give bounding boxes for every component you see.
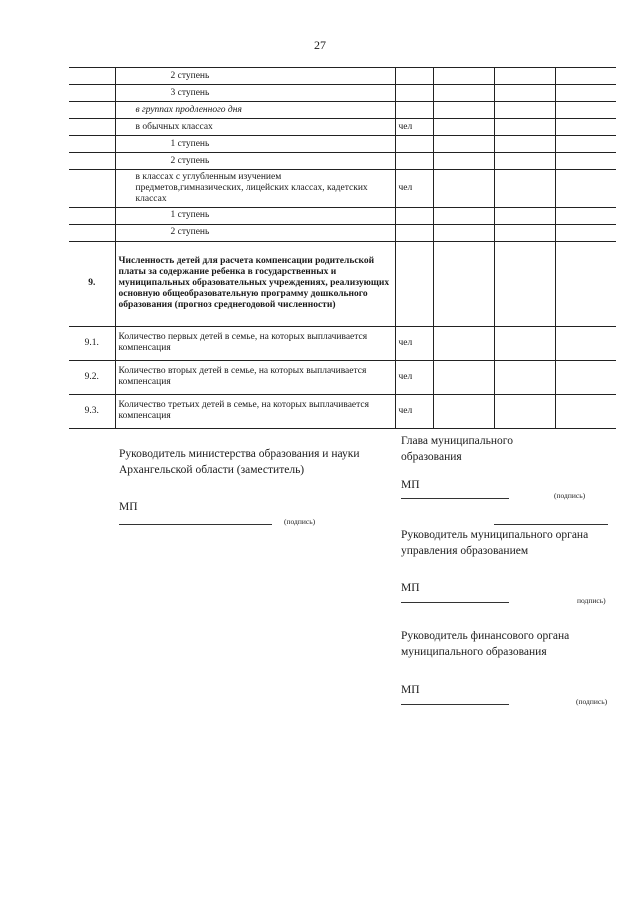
- row-number: [69, 224, 115, 241]
- table-row: [69, 326, 616, 360]
- value-cell: [555, 207, 616, 224]
- table-row: [69, 360, 616, 394]
- value-cell: [494, 153, 555, 170]
- edu-top-line: [494, 524, 608, 525]
- value-cell: [433, 326, 494, 360]
- table-row: [69, 241, 616, 326]
- row-number: [69, 85, 115, 102]
- value-cell: [555, 170, 616, 208]
- row-label: в группах продленного дня: [115, 102, 395, 119]
- value-cell: [494, 85, 555, 102]
- value-cell: [433, 85, 494, 102]
- value-cell: [555, 85, 616, 102]
- row-label: Количество третьих детей в семье, на которых выплачивается компенсация: [115, 394, 395, 428]
- table-row: [69, 224, 616, 241]
- value-cell: [555, 326, 616, 360]
- row-unit: чел: [395, 394, 433, 428]
- row-label: в обычных классах: [115, 119, 395, 136]
- row-number: [69, 119, 115, 136]
- data-table: [69, 67, 616, 429]
- page-number: 27: [314, 38, 326, 52]
- table-row: [69, 170, 616, 208]
- value-cell: [555, 136, 616, 153]
- row-number: [69, 102, 115, 119]
- head-signature-hint: (подпись): [554, 491, 586, 500]
- edu-signature-line: [401, 602, 509, 603]
- value-cell: [555, 241, 616, 326]
- row-unit: [395, 207, 433, 224]
- row-label: 2 ступень: [115, 224, 395, 241]
- table-row: [69, 394, 616, 428]
- value-cell: [433, 241, 494, 326]
- value-cell: [433, 102, 494, 119]
- row-label: 1 ступень: [115, 207, 395, 224]
- value-cell: [555, 119, 616, 136]
- row-unit: [395, 85, 433, 102]
- value-cell: [494, 326, 555, 360]
- value-cell: [494, 136, 555, 153]
- row-number: 9.3.: [69, 394, 115, 428]
- value-cell: [433, 360, 494, 394]
- edu-mp: МП: [401, 582, 420, 594]
- row-label: Количество вторых детей в семье, на которых выплачивается компенсация: [115, 360, 395, 394]
- value-cell: [555, 153, 616, 170]
- row-unit: [395, 153, 433, 170]
- row-unit: [395, 102, 433, 119]
- value-cell: [433, 153, 494, 170]
- head-signature-title: Глава муниципального образования: [401, 435, 513, 463]
- row-unit: чел: [395, 360, 433, 394]
- value-cell: [555, 360, 616, 394]
- row-label: Количество первых детей в семье, на которых выплачивается компенсация: [115, 326, 395, 360]
- value-cell: [494, 102, 555, 119]
- row-number: [69, 68, 115, 85]
- head-mp: МП: [401, 479, 420, 491]
- value-cell: [494, 224, 555, 241]
- value-cell: [555, 102, 616, 119]
- table-row: [69, 85, 616, 102]
- fin-signature-line: [401, 704, 509, 705]
- edu-signature-title: Руководитель муниципального органа управления образованием: [401, 529, 589, 557]
- value-cell: [494, 360, 555, 394]
- value-cell: [494, 119, 555, 136]
- table-row: [69, 119, 616, 136]
- table-row: [69, 136, 616, 153]
- row-label: Численность детей для расчета компенсации родительской платы за содержание ребенка в государственных и муниципальных образовательных учреждениях, реализующих основную общеобразовательную программу дошкольного образования (прогноз среднегодовой численности): [115, 241, 395, 326]
- row-label: 2 ступень: [115, 68, 395, 85]
- value-cell: [433, 68, 494, 85]
- value-cell: [433, 136, 494, 153]
- row-unit: чел: [395, 119, 433, 136]
- value-cell: [555, 394, 616, 428]
- value-cell: [433, 119, 494, 136]
- fin-mp: МП: [401, 684, 420, 696]
- value-cell: [433, 224, 494, 241]
- table-row: [69, 102, 616, 119]
- row-number: [69, 207, 115, 224]
- row-unit: [395, 136, 433, 153]
- table-row: [69, 153, 616, 170]
- row-number: 9.2.: [69, 360, 115, 394]
- value-cell: [494, 394, 555, 428]
- ministry-signature-title: Руководитель министерства образования и науки Архангельской области (заместитель): [119, 448, 360, 476]
- value-cell: [555, 68, 616, 85]
- value-cell: [433, 170, 494, 208]
- fin-signature-title: Руководитель финансового органа муниципального образования: [401, 630, 570, 658]
- value-cell: [494, 68, 555, 85]
- value-cell: [433, 207, 494, 224]
- ministry-signature-line: [119, 524, 272, 525]
- head-signature-line: [401, 498, 509, 499]
- row-unit: [395, 68, 433, 85]
- value-cell: [555, 224, 616, 241]
- row-number: 9.: [69, 241, 115, 326]
- ministry-mp: МП: [119, 501, 138, 513]
- table-row: [69, 207, 616, 224]
- value-cell: [494, 241, 555, 326]
- row-unit: чел: [395, 170, 433, 208]
- edu-signature-hint: подпись): [577, 596, 606, 605]
- row-number: [69, 153, 115, 170]
- row-unit: [395, 241, 433, 326]
- row-label: 3 ступень: [115, 85, 395, 102]
- row-number: [69, 136, 115, 153]
- value-cell: [433, 394, 494, 428]
- row-unit: чел: [395, 326, 433, 360]
- row-label: 2 ступень: [115, 153, 395, 170]
- row-number: 9.1.: [69, 326, 115, 360]
- value-cell: [494, 170, 555, 208]
- table-row: [69, 68, 616, 85]
- row-label: 1 ступень: [115, 136, 395, 153]
- value-cell: [494, 207, 555, 224]
- row-unit: [395, 224, 433, 241]
- fin-signature-hint: (подпись): [576, 697, 608, 706]
- row-label: в классах с углубленным изучением предметов,гимназических, лицейских классах, кадетских классах: [115, 170, 395, 208]
- row-number: [69, 170, 115, 208]
- ministry-signature-hint: (подпись): [284, 517, 316, 526]
